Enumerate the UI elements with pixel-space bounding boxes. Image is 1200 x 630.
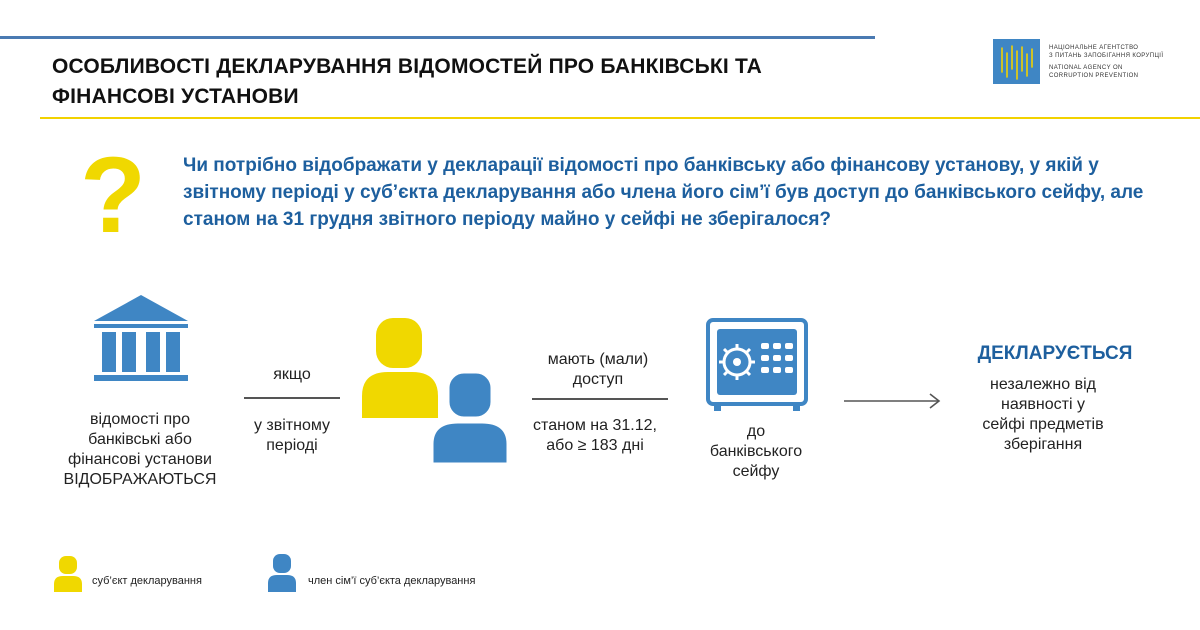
bank-label-line-3: фінансові установи xyxy=(68,451,212,468)
bank-label xyxy=(40,410,240,490)
legend-subject-icon xyxy=(53,555,83,598)
question-mark-icon: ? xyxy=(80,134,146,255)
safe-label-line-2: банківського xyxy=(709,443,803,460)
bank-label-line-4: ВІДОБРАЖАЮТЬСЯ xyxy=(63,471,217,488)
legend-member-label: член сім’ї суб’єкта декларування xyxy=(308,575,476,587)
arrow-right-icon xyxy=(844,392,942,415)
date-label-line-1: станом на 31.12, xyxy=(533,417,657,434)
date-label-line-2: або ≥ 183 дні xyxy=(546,437,644,454)
access-label-line-2: доступ xyxy=(572,371,624,388)
access-divider xyxy=(532,398,668,400)
legend-member-icon xyxy=(267,553,297,598)
declares-heading: ДЕКЛАРУЄТЬСЯ xyxy=(977,343,1133,364)
logo-line-3: NATIONAL AGENCY ON xyxy=(1049,65,1123,71)
logo-line-2: З ПИТАНЬ ЗАПОБІГАННЯ КОРУПЦІЇ xyxy=(1049,53,1164,59)
regardless-label-line-2: наявності у xyxy=(1001,396,1085,413)
nazk-logo-icon xyxy=(993,39,1040,84)
safe-icon xyxy=(706,318,808,419)
regardless-label xyxy=(954,375,1132,455)
safe-label-line-1: до xyxy=(746,423,766,440)
access-label-line-1: мають (мали) xyxy=(547,351,649,368)
access-label xyxy=(528,350,668,390)
logo-line-4: CORRUPTION PREVENTION xyxy=(1049,73,1139,79)
regardless-label-line-1: незалежно від xyxy=(990,376,1096,393)
bank-label-line-2: банківські або xyxy=(88,431,192,448)
period-label-line-2: періоді xyxy=(266,437,318,454)
if-divider xyxy=(244,397,340,399)
regardless-label-line-3: сейфі предметів xyxy=(982,416,1104,433)
safe-label-line-3: сейфу xyxy=(732,463,780,480)
regardless-label-line-4: зберігання xyxy=(1003,436,1083,453)
if-label: якщо xyxy=(273,366,311,383)
legend-subject-label: суб’єкт декларування xyxy=(92,575,202,587)
question-text: Чи потрібно відображати у декларації відомості про банківську або фінансову установу, у якій у звітному періоді у суб’єкта декларування або члена його сім’ї був доступ до банківського сейфу, але станом на 31 грудня звітного періоду майно у сейфі не зберігалося? xyxy=(183,155,1144,230)
family-member-person-icon xyxy=(428,370,512,471)
period-label xyxy=(238,416,346,456)
period-label-line-1: у звітному xyxy=(253,417,331,434)
bank-label-line-1: відомості про xyxy=(90,411,190,428)
page-title xyxy=(52,52,892,112)
title-line-1: ОСОБЛИВОСТІ ДЕКЛАРУВАННЯ ВІДОМОСТЕЙ ПРО БАНКІВСЬКІ ТА xyxy=(52,55,763,78)
title-line-2: ФІНАНСОВІ УСТАНОВИ xyxy=(52,85,299,108)
bank-icon xyxy=(92,295,190,392)
title-underline xyxy=(40,117,1200,119)
top-line xyxy=(0,36,875,39)
date-label xyxy=(516,416,674,456)
logo-line-1: НАЦІОНАЛЬНЕ АГЕНТСТВО xyxy=(1049,45,1139,51)
safe-label xyxy=(688,422,824,482)
